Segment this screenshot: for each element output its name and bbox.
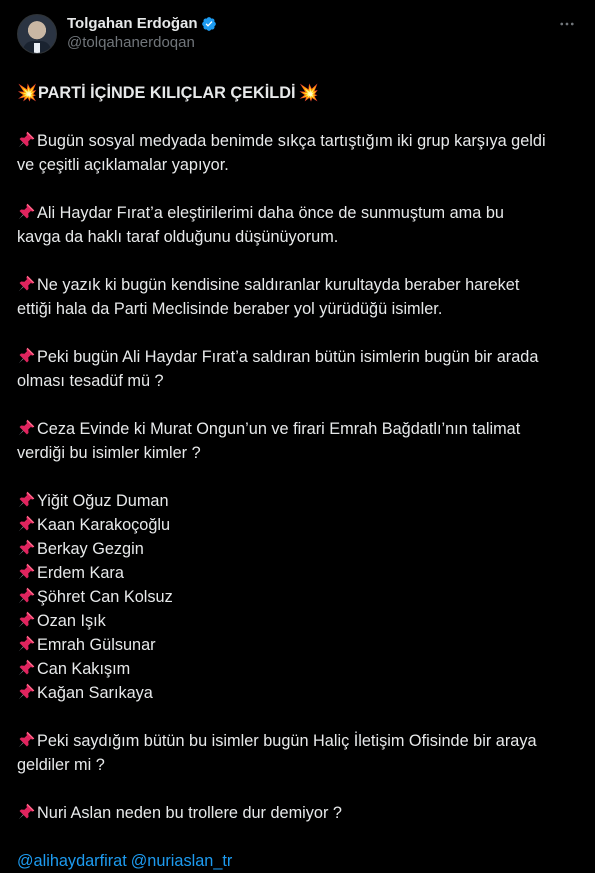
verified-badge-icon: [201, 16, 217, 32]
avatar[interactable]: [17, 14, 57, 54]
paragraph-line: [17, 345, 578, 369]
pushpin-icon: [17, 634, 36, 653]
name-item: [17, 633, 578, 657]
paragraph-text: olması tesadüf mü ?: [17, 372, 164, 390]
paragraph-line: [17, 129, 578, 153]
more-icon[interactable]: [557, 14, 577, 34]
name-item: [17, 513, 578, 537]
name-item: [17, 681, 578, 705]
name-item: [17, 561, 578, 585]
name-item: [17, 609, 578, 633]
name-text: Can Kakışım: [37, 660, 131, 678]
pushpin-icon: [17, 130, 36, 149]
name-text: Emrah Gülsunar: [37, 636, 156, 654]
pushpin-icon: [17, 346, 36, 365]
display-name-row: [67, 14, 217, 33]
paragraph-line: [17, 441, 578, 465]
paragraph-text: ettiği hala da Parti Meclisinde beraber yol yürüdüğü isimler.: [17, 300, 443, 318]
paragraph-line: [17, 753, 578, 777]
paragraph-text: Peki saydığım bütün bu isimler bugün Haliç İletişim Ofisinde bir araya: [37, 732, 537, 750]
pushpin-icon: [17, 682, 36, 701]
paragraph-text: Nuri Aslan neden bu trollere dur demiyor ?: [37, 804, 342, 822]
spacer: [17, 777, 578, 801]
paragraph-text: Ceza Evinde ki Murat Ongun’un ve firari Emrah Bağdatlı’nın talimat: [37, 420, 521, 438]
paragraph-text: Bugün sosyal medyada benimde sıkça tartıştığım iki grup karşıya geldi: [37, 132, 546, 150]
mention-link[interactable]: @alihaydarfirat: [17, 852, 127, 870]
tweet-header: [17, 14, 578, 62]
pushpin-icon: [17, 586, 36, 605]
tweet-title: [17, 81, 578, 105]
name-item: [17, 657, 578, 681]
spacer: [17, 177, 578, 201]
paragraph-text: Peki bugün Ali Haydar Fırat’a saldıran bütün isimlerin bugün bir arada: [37, 348, 539, 366]
tweet-text: [17, 81, 578, 825]
name-text: Kaan Karakoçoğlu: [37, 516, 171, 534]
paragraph-line: [17, 201, 578, 225]
paragraph-line: [17, 729, 578, 753]
paragraph-line: [17, 273, 578, 297]
display-name[interactable]: Tolgahan Erdoğan: [67, 15, 198, 32]
pushpin-icon: [17, 490, 36, 509]
title-text: PARTİ İÇİNDE KILIÇLAR ÇEKİLDİ: [38, 84, 296, 102]
paragraph-line: [17, 153, 578, 177]
paragraph-text: Ne yazık ki bugün kendisine saldıranlar kurultayda beraber hareket: [37, 276, 520, 294]
pushpin-icon: [17, 730, 36, 749]
pushpin-icon: [17, 274, 36, 293]
name-item: [17, 537, 578, 561]
avatar-shirt: [34, 43, 40, 53]
pushpin-icon: [17, 802, 36, 821]
paragraph-line: [17, 369, 578, 393]
name-text: Ozan Işık: [37, 612, 106, 630]
name-text: Kağan Sarıkaya: [37, 684, 153, 702]
pushpin-icon: [17, 418, 36, 437]
paragraph-text: geldiler mi ?: [17, 756, 105, 774]
spacer: [17, 105, 578, 129]
paragraph-line: [17, 801, 578, 825]
name-item: [17, 489, 578, 513]
pushpin-icon: [17, 202, 36, 221]
name-text: Berkay Gezgin: [37, 540, 144, 558]
name-text: Şöhret Can Kolsuz: [37, 588, 173, 606]
spacer: [17, 705, 578, 729]
paragraph-line: [17, 297, 578, 321]
paragraph-text: Ali Haydar Fırat’a eleştirilerimi daha önce de sunmuştum ama bu: [37, 204, 504, 222]
paragraph-line: [17, 225, 578, 249]
pushpin-icon: [17, 658, 36, 677]
spacer: [17, 249, 578, 273]
paragraph-line: [17, 417, 578, 441]
paragraph-text: verdiği bu isimler kimler ?: [17, 444, 201, 462]
spacer: [17, 393, 578, 417]
name-item: [17, 585, 578, 609]
author-info: [67, 14, 217, 52]
spacer: [17, 321, 578, 345]
pushpin-icon: [17, 562, 36, 581]
collision-icon: 💥: [17, 84, 38, 102]
collision-icon: 💥: [298, 84, 319, 102]
pushpin-icon: [17, 514, 36, 533]
spacer: [17, 465, 578, 489]
name-text: Erdem Kara: [37, 564, 124, 582]
mentions: [17, 849, 578, 873]
name-text: Yiğit Oğuz Duman: [37, 492, 169, 510]
mention-link[interactable]: @nuriaslan_tr: [130, 852, 233, 870]
paragraph-text: ve çeşitli açıklamalar yapıyor.: [17, 156, 229, 174]
paragraph-text: kavga da haklı taraf olduğunu düşünüyorum.: [17, 228, 339, 246]
handle[interactable]: @tolqahanerdoqan: [67, 34, 195, 51]
pushpin-icon: [17, 538, 36, 557]
pushpin-icon: [17, 610, 36, 629]
